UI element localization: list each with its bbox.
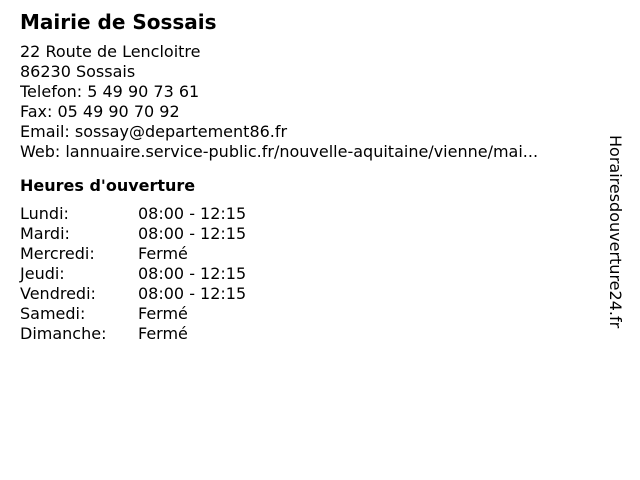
hours-row-tuesday [20, 224, 600, 244]
hours-row-wednesday [20, 244, 600, 264]
street-address: 22 Route de Lencloitre [20, 42, 201, 61]
day-label: Samedi: [20, 304, 86, 323]
time-value: Fermé [138, 304, 188, 323]
day-label: Mercredi: [20, 244, 95, 263]
opening-hours-table [20, 204, 600, 344]
day-label: Jeudi: [20, 264, 65, 283]
day-label: Vendredi: [20, 284, 96, 303]
day-label: Dimanche: [20, 324, 107, 343]
site-watermark: Horairesdouverture24.fr [606, 135, 625, 329]
hours-row-saturday [20, 304, 600, 324]
fax-number: Fax: 05 49 90 70 92 [20, 102, 180, 121]
website-address: Web: lannuaire.service-public.fr/nouvelle-aquitaine/vienne/mai... [20, 142, 539, 161]
time-value: Fermé [138, 324, 188, 343]
hours-row-sunday [20, 324, 600, 344]
time-value: 08:00 - 12:15 [138, 284, 247, 303]
time-value: 08:00 - 12:15 [138, 264, 247, 283]
hours-row-thursday [20, 264, 600, 284]
time-value: Fermé [138, 244, 188, 263]
hours-row-friday [20, 284, 600, 304]
phone-number: Telefon: 5 49 90 73 61 [20, 82, 200, 101]
postal-city: 86230 Sossais [20, 62, 136, 81]
opening-hours-heading: Heures d'ouverture [20, 176, 196, 195]
day-label: Mardi: [20, 224, 70, 243]
office-name: Mairie de Sossais [20, 10, 217, 34]
time-value: 08:00 - 12:15 [138, 224, 247, 243]
email-address: Email: sossay@departement86.fr [20, 122, 288, 141]
office-card [20, 10, 600, 344]
time-value: 08:00 - 12:15 [138, 204, 247, 223]
hours-row-monday [20, 204, 600, 224]
day-label: Lundi: [20, 204, 69, 223]
